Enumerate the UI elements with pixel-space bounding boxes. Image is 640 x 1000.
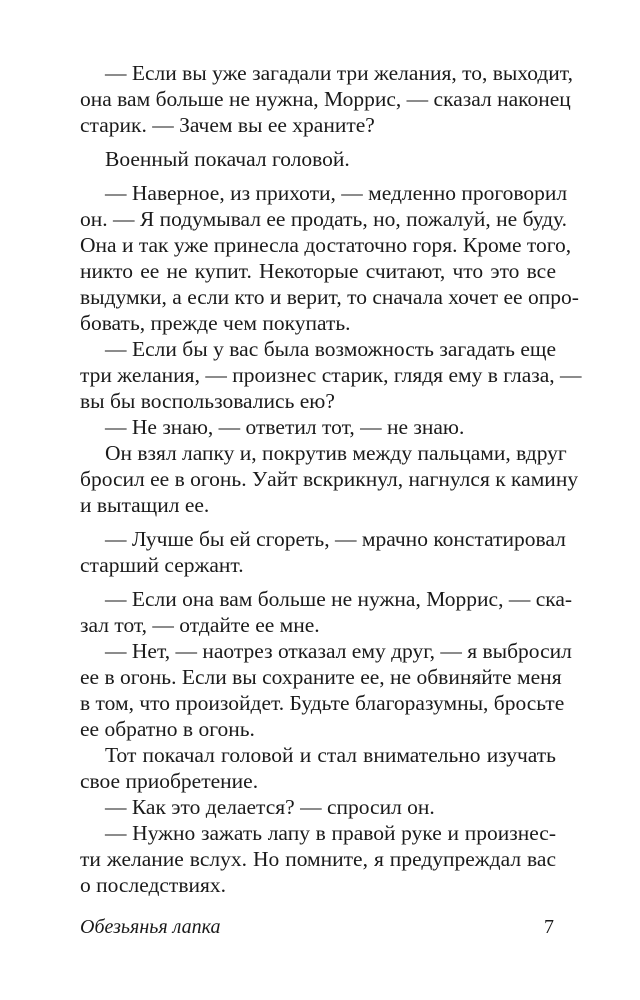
text-line: Она и так уже принесла достаточно горя. Кроме того, [80, 233, 572, 257]
text-line: никто ее не купит. Некоторые считают, что это все [80, 259, 556, 283]
page-footer [80, 912, 556, 942]
text-line: — Если вы уже загадали три желания, то, выходит, [105, 61, 573, 85]
text-line: ее в огонь. Если вы сохраните ее, не обвиняйте меня [80, 665, 562, 689]
text-line: выдумки, а если кто и верит, то сначала хочет ее опро- [80, 285, 579, 309]
text-line: Военный покачал головой. [105, 147, 350, 171]
page-number: 7 [544, 916, 554, 938]
text-line: старший сержант. [80, 553, 244, 577]
text-line: ее обратно в огонь. [80, 717, 255, 741]
text-line: Тот покачал головой и стал внимательно изучать [105, 743, 556, 767]
text-line: старик. — Зачем вы ее храните? [80, 113, 375, 137]
text-line: зал тот, — отдайте ее мне. [80, 613, 320, 637]
running-title: Обезьянья лапка [80, 916, 221, 938]
text-line: — Наверное, из прихоти, — медленно проговорил [105, 181, 568, 205]
text-line: — Если она вам больше не нужна, Моррис, — ска- [105, 587, 573, 611]
text-line: — Лучше бы ей сгореть, — мрачно констатировал [105, 527, 566, 551]
text-line: — Нет, — наотрез отказал ему друг, — я выбросил [105, 639, 572, 663]
text-line: вы бы воспользовались ею? [80, 389, 335, 413]
text-line: о последствиях. [80, 873, 226, 897]
text-line: — Не знаю, — ответил тот, — не знаю. [105, 415, 465, 439]
text-line: — Как это делается? — спросил он. [105, 795, 435, 819]
text-line: три желания, — произнес старик, глядя ему в глаза, — [80, 363, 582, 387]
text-line: и вытащил ее. [80, 493, 210, 517]
text-line: он. — Я подумывал ее продать, но, пожалуй, не буду. [80, 207, 568, 231]
text-line: свое приобретение. [80, 769, 259, 793]
text-line: бовать, прежде чем покупать. [80, 311, 351, 335]
text-line: ти желание вслух. Но помните, я предупреждал вас [80, 847, 556, 871]
text-line: — Если бы у вас была возможность загадать еще [105, 337, 556, 361]
text-line: в том, что произойдет. Будьте благоразумны, бросьте [80, 691, 565, 715]
text-line: Он взял лапку и, покрутив между пальцами, вдруг [105, 441, 567, 465]
text-line: — Нужно зажать лапу в правой руке и произнес- [105, 821, 556, 845]
text-line: она вам больше не нужна, Моррис, — сказал наконец [80, 87, 571, 111]
text-line: бросил ее в огонь. Уайт вскрикнул, нагнулся к камину [80, 467, 579, 491]
